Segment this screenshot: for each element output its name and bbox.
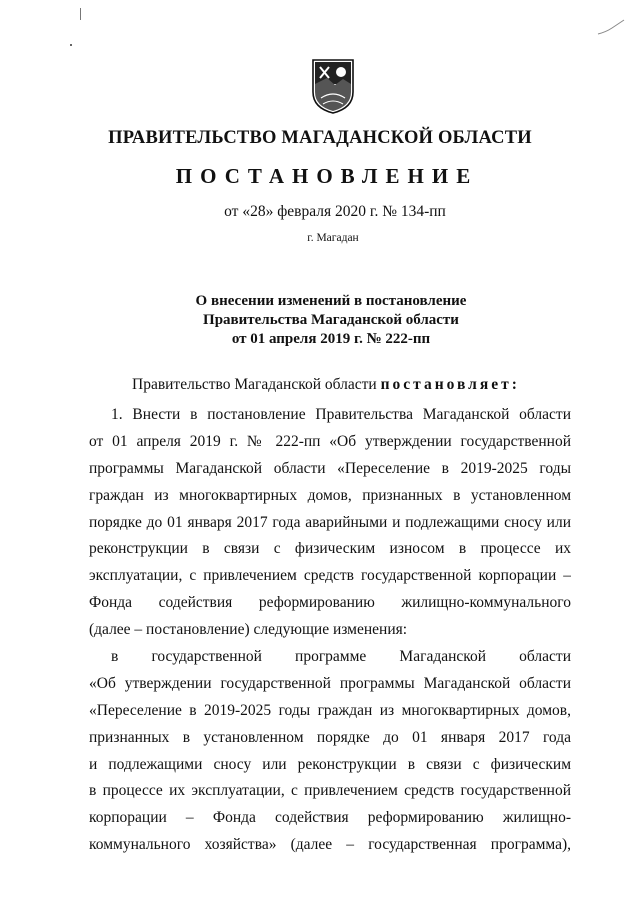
body-line: порядке до 01 января 2017 года аварийными и подлежащими сносу или (89, 513, 571, 531)
document-city: г. Магадан (307, 232, 359, 244)
body-line: Фонда содействия реформированию жилищно-коммунального (89, 594, 571, 612)
body-line: и подлежащими сносу или реконструкции в связи с физическим (89, 755, 571, 773)
document-type-heading: ПОСТАНОВЛЕНИЕ (175, 164, 479, 188)
body-line: (далее – постановление) следующие изменения: (89, 621, 408, 639)
body-text (89, 402, 571, 859)
government-title: ПРАВИТЕЛЬСТВО МАГАДАНСКОЙ ОБЛАСТИ (108, 128, 532, 148)
scan-scribble-corner (596, 18, 626, 38)
subject-line: Правительства Магаданской области (203, 312, 459, 328)
document-date-number: от «28» февраля 2020 г. № 134-пп (224, 203, 446, 220)
body-line: коммунального хозяйства» (далее – государственная программа), (89, 836, 571, 854)
scan-mark-dot (70, 44, 72, 46)
subject-line: О внесении изменений в постановление (195, 293, 467, 309)
coat-of-arms-emblem (311, 58, 355, 114)
body-line: в государственной программе Магаданской области (111, 648, 571, 666)
intro-emphasis: постановляет: (380, 376, 520, 393)
subject-line: от 01 апреля 2019 г. № 222-пп (231, 331, 431, 347)
body-line: «Переселение в 2019-2025 годы граждан из многоквартирных домов, (89, 701, 571, 719)
intro-text: Правительство Магаданской области (132, 376, 381, 393)
body-line: 1. Внести в постановление Правительства Магаданской области (111, 406, 571, 423)
body-line: в процессе их эксплуатации, с привлечением средств государственной (89, 782, 571, 800)
body-line: реконструкции в связи с физическим износом в процессе их (89, 540, 571, 558)
scan-mark-top (80, 8, 81, 20)
body-line: программы Магаданской области «Переселение в 2019-2025 годы (89, 459, 571, 477)
body-line: «Об утверждении государственной программы Магаданской области (89, 674, 571, 692)
body-line: граждан из многоквартирных домов, признанных в установленном (89, 486, 571, 504)
body-line: от 01 апреля 2019 г. № 222-пп «Об утверждении государственной (89, 432, 571, 450)
body-line: признанных в установленном порядке до 01 января 2017 года (89, 728, 571, 746)
body-line: корпорации – Фонда содействия реформированию жилищно- (89, 809, 571, 827)
document-subject (0, 292, 640, 349)
body-line: эксплуатации, с привлечением средств государственной корпорации – (89, 567, 571, 585)
intro-paragraph (132, 376, 520, 394)
